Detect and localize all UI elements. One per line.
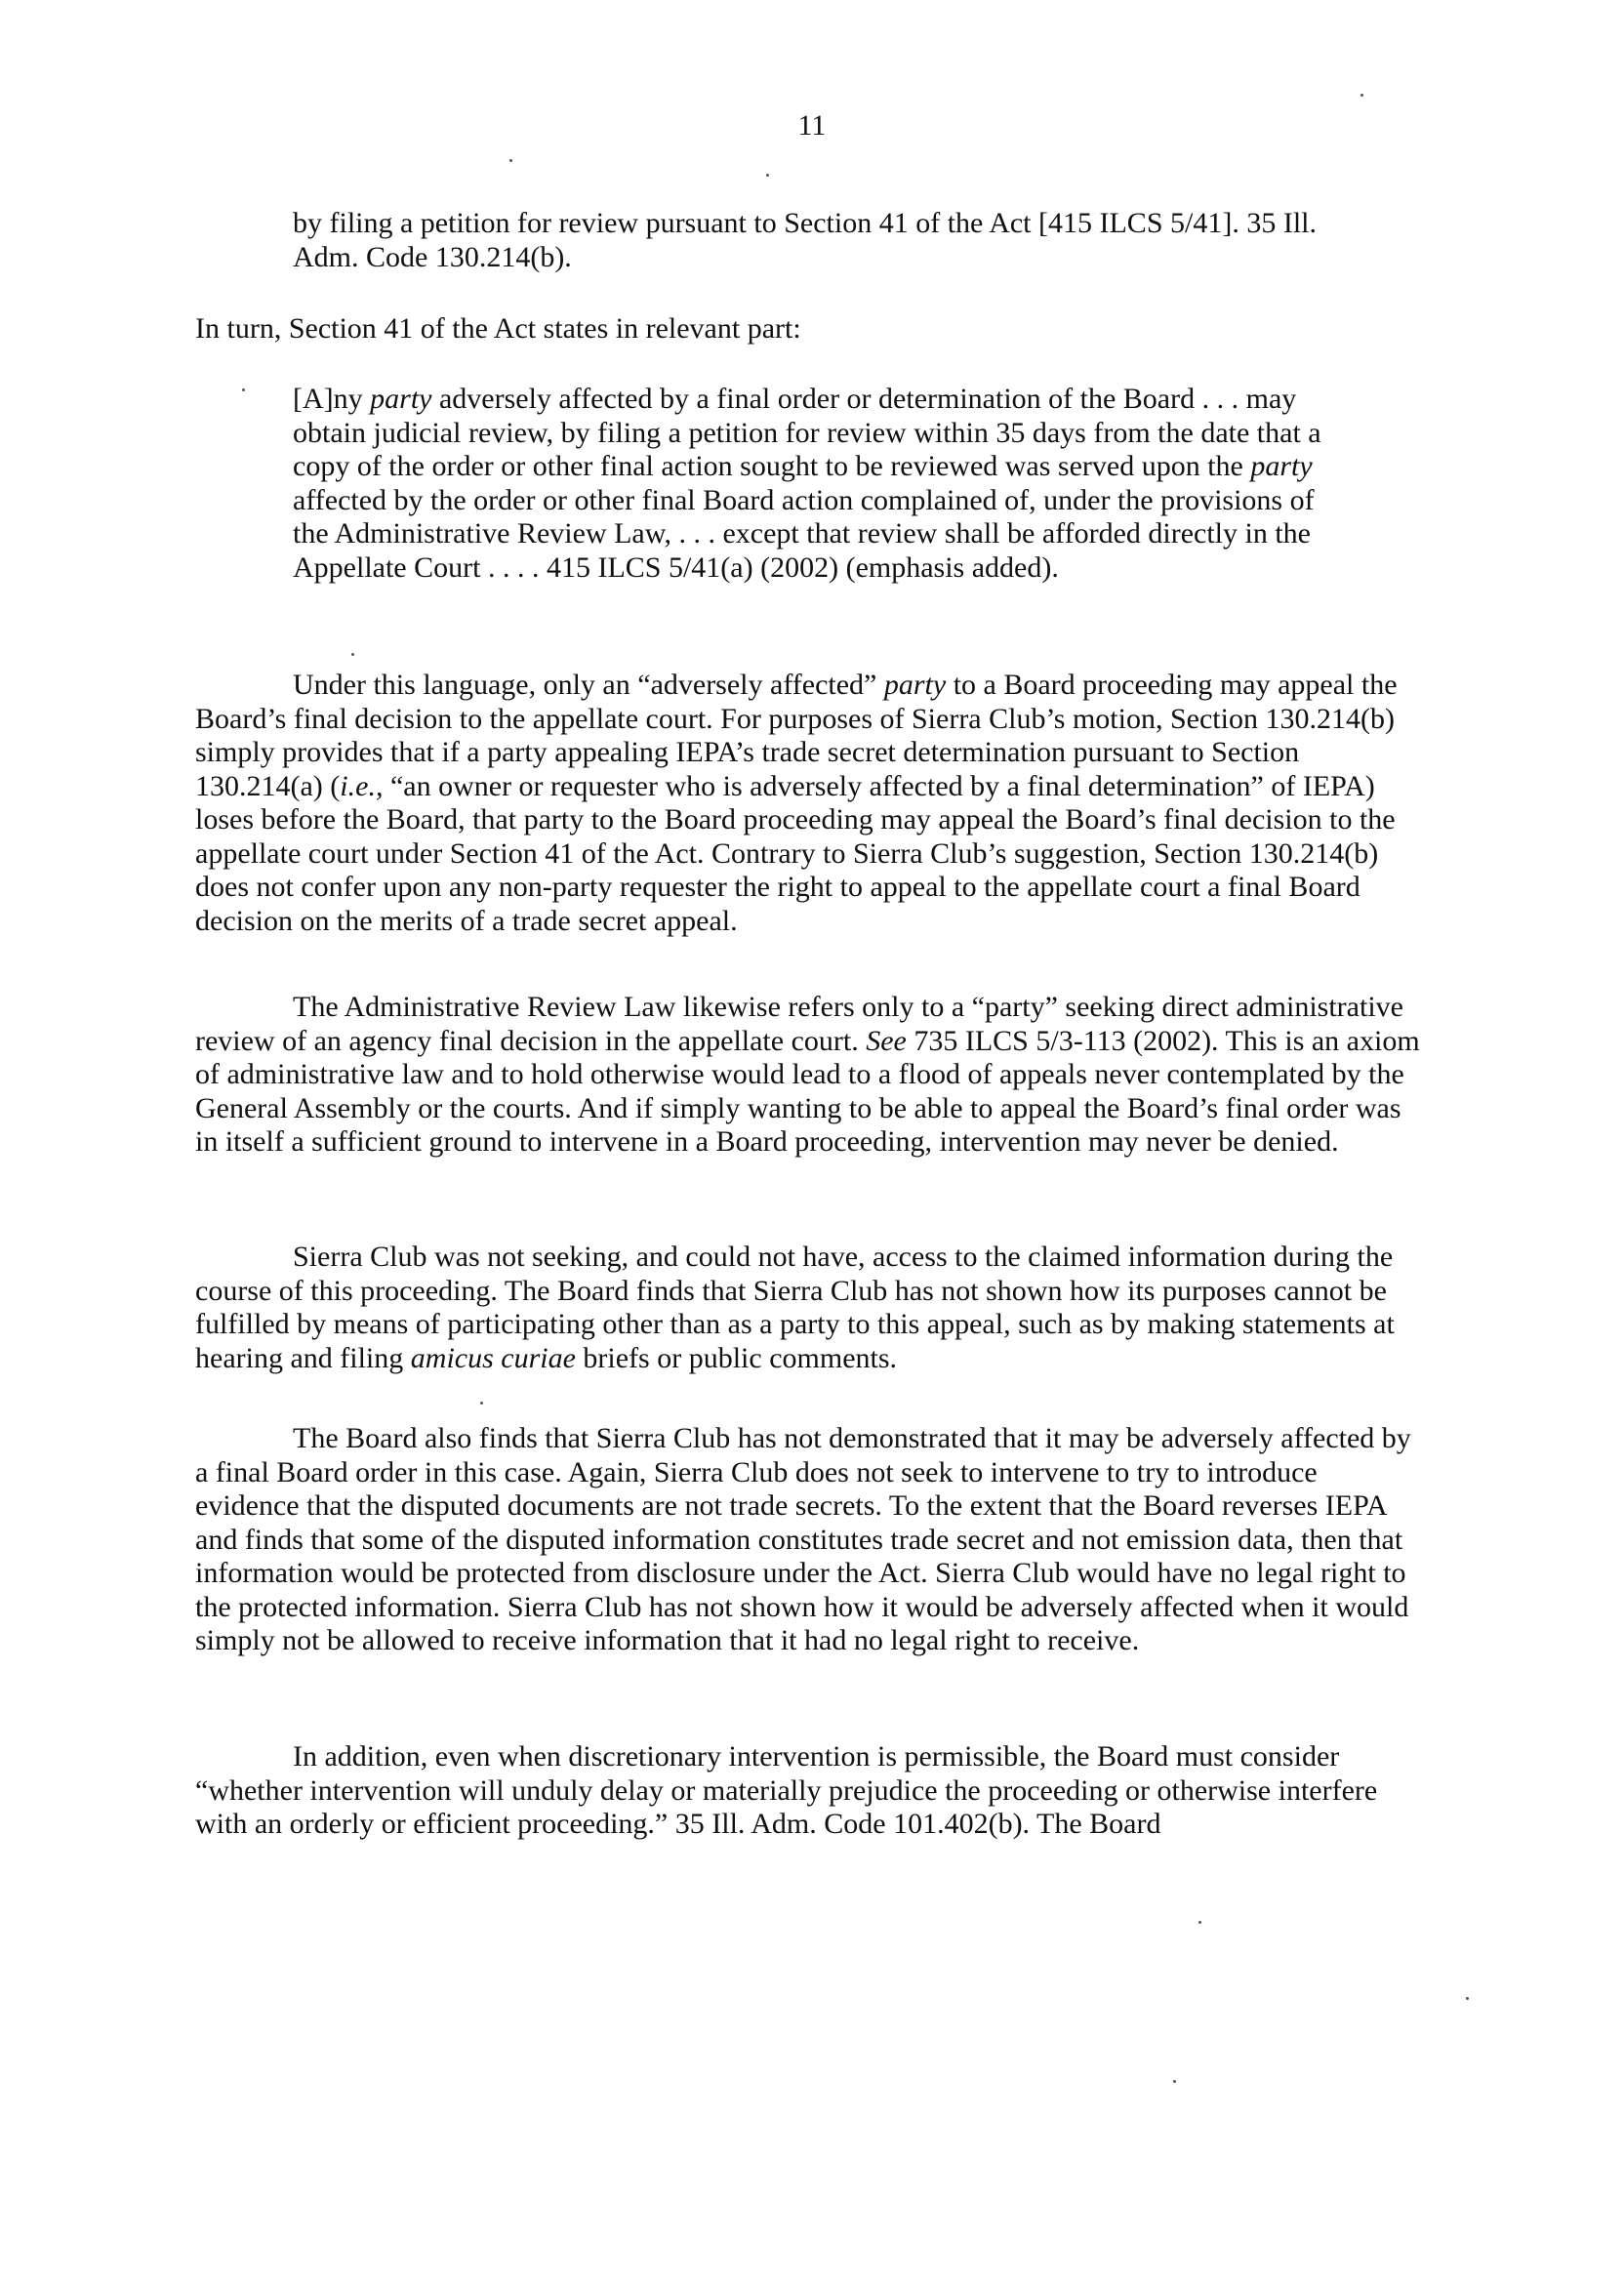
- paragraph-not-adversely-affected: The Board also finds that Sierra Club has not demonstrated that it may be adversely affected by a final Board order in this case. Again, Sierra Club does not seek to intervene to try to introduce evidence that the disputed documents are not trade secrets. To the extent that the Board reverses IEPA and finds that some of the disputed information constitutes trade secret and not emission data, then that information would be protected from disclosure under the Act. Sierra Club would have no legal right to the protected information. Sierra Club has not shown how it would be adversely affected when it would simply not be allowed to receive information that it had no legal right to receive.: [195, 1422, 1411, 1656]
- emphasis-amicus-curiae: amicus curiae: [410, 1341, 576, 1374]
- block-quote-text: [A]ny party adversely affected by a final order or determination of the Board . . . may obtain judicial review, by filing a petition for review within 35 days from the date that a copy of the order or other final action sought to be reviewed was served upon the party affected by the order or other final Board action complained of, under the provisions of the Administrative Review Law, . . . except that review shall be afforded directly in the Appellate Court . . . . 415 ILCS 5/41(a) (2002) (emphasis added).: [293, 383, 1321, 584]
- scan-speck: [242, 388, 245, 391]
- paragraph-sierra-club-access: Sierra Club was not seeking, and could not have, access to the claimed information during the course of this proceeding. The Board finds that Sierra Club has not shown how its purposes cannot be fulfilled by means of participating other than as a party to this appeal, such as by making statements at hearing and filing amicus curiae briefs or public comments.: [195, 1241, 1395, 1374]
- paragraph-discretionary-intervention: In addition, even when discretionary intervention is permissible, the Board must consider “whether intervention will unduly delay or materially prejudice the proceeding or otherwise interfere with an orderly or efficient proceeding.” 35 Ill. Adm. Code 101.402(b). The Board: [195, 1740, 1378, 1840]
- emphasis-ie: i.e.,: [340, 769, 384, 802]
- paragraph-administrative-review-law: The Administrative Review Law likewise refers only to a “party” seeking direct administrative review of an agency final decision in the appellate court. See 735 ILCS 5/3-113 (2002). This is an axiom of administrative law and to hold otherwise would lead to a flood of appeals never contemplated by the General Assembly or the courts. And if simply wanting to be able to appeal the Board’s final order was in itself a sufficient ground to intervene in a Board proceeding, intervention may never be denied.: [195, 991, 1420, 1158]
- scan-speck: [1466, 1997, 1469, 2000]
- scan-speck: [351, 653, 354, 656]
- emphasis-party: party: [370, 383, 432, 415]
- intro-line: In turn, Section 41 of the Act states in relevant part:: [195, 312, 801, 345]
- scan-speck: [1360, 94, 1363, 97]
- emphasis-party: party: [883, 669, 947, 701]
- emphasis-see: See: [866, 1024, 907, 1057]
- scan-speck: [480, 1402, 483, 1405]
- emphasis-party: party: [1250, 450, 1313, 482]
- scan-speck: [509, 159, 512, 162]
- block-quote-section-41: [293, 383, 1327, 585]
- scan-speck: [1198, 1921, 1201, 1924]
- scan-speck: [766, 174, 769, 177]
- page-number: 11: [797, 109, 827, 142]
- paragraph-adversely-affected-party: Under this language, only an “adversely affected” party to a Board proceeding may appeal the Board’s final decision to the appellate court. For purposes of Sierra Club’s motion, Section 130.214(b) simply provides that if a party appealing IEPA’s trade secret determination pursuant to Section 130.214(a) (i.e., “an owner or requester who is adversely affected by a final determination” of IEPA) loses before the Board, that party to the Board proceeding may appeal the Board’s final decision to the appellate court under Section 41 of the Act. Contrary to Sierra Club’s suggestion, Section 130.214(b) does not confer upon any non-party requester the right to appeal to the appellate court a final Board decision on the merits of a trade secret appeal.: [195, 669, 1398, 937]
- quote-continued-text: by filing a petition for review pursuant to Section 41 of the Act [415 ILCS 5/41]. 35 Ill. Adm. Code 130.214(b).: [293, 207, 1317, 273]
- quote-continued: [293, 207, 1347, 274]
- scan-speck: [1173, 2080, 1176, 2083]
